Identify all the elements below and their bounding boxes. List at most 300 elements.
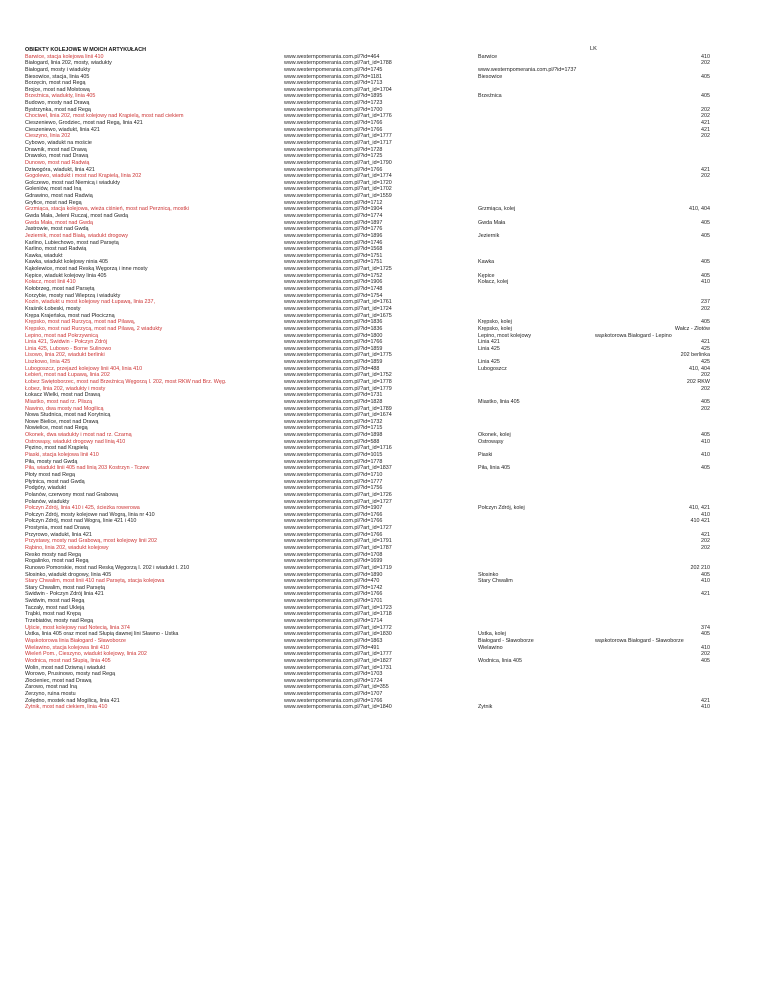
article-url-cell[interactable]: www.westernpomerania.com.pl/?id=1731 [284,392,383,399]
object-name-cell: Łobez Świętoborzec, most nad Brzeźnicą Węgorzą I. 202, most RKW nad Brz. Węg. [25,379,227,385]
object-name-cell: Trąbki, most nad Krępą [25,611,81,618]
table-row [0,359,768,366]
table-row [0,266,768,273]
table-row [0,625,768,632]
table-row [0,445,768,452]
article-url-cell[interactable]: www.westernpomerania.com.pl/?art_id=1720 [284,179,392,186]
object-name-cell: Nowielice, most nad Regą [25,425,88,432]
table-row [0,60,768,67]
table-row [0,273,768,280]
object-name-cell: Ustka, linia 405 oraz most nad Słupią dawnej lini Sławno - Ustka [25,631,179,638]
place-cell: Ostrowąsy [478,438,504,445]
table-row [0,485,768,492]
line-number-cell: 202 [701,133,710,140]
place-cell: Brzeźnica [478,93,502,100]
table-row [0,691,768,698]
article-url-cell[interactable]: www.westernpomerania.com.pl/?art_id=1726 [284,491,392,498]
place-cell: Słosinko [478,571,499,578]
article-url-cell[interactable]: www.westernpomerania.com.pl/?id=1700 [284,106,383,113]
object-name-cell: Brzeźnica, wiadukty, linia 405 [25,93,96,100]
article-url-cell[interactable]: www.westernpomerania.com.pl/?id=1752 [284,272,383,279]
object-name-cell: Wielawino, stacja kolejowa linii 410 [25,644,109,651]
line-number-cell: 405 [701,631,710,638]
place-cell: Połczyn Zdrój, kolej [478,505,525,512]
object-name-cell: Bystrzynka, most nad Regą [25,106,91,113]
object-name-cell: Łebień, most nad Łupawą, linia 202 [25,372,110,379]
line-number-cell: 410 421 [690,518,710,525]
table-row [0,213,768,220]
article-url-cell[interactable]: www.westernpomerania.com.pl/?art_id=1778 [284,379,392,385]
article-url-cell[interactable]: www.westernpomerania.com.pl/?id=1712 [284,199,383,206]
extra-note-cell: wąskotorowa Białogard - Sławoborze [595,637,684,644]
object-name-cell: Żytnik, most nad ciekiem, linia 410 [25,704,108,711]
table-row [0,572,768,579]
object-name-cell: Kraśnik Łobeski, mosty [25,305,81,312]
line-number-cell: 410 [701,578,710,585]
table-row [0,684,768,691]
article-url-cell[interactable]: www.westernpomerania.com.pl/?id=1766 [284,531,383,538]
object-name-cell: Lepino, most nad Pokrzywnicą [25,332,99,339]
line-number-cell: 405 [701,73,710,80]
table-row [0,406,768,413]
article-url-cell[interactable]: www.westernpomerania.com.pl/?art_id=1840 [284,704,392,711]
object-name-cell: Piła, wiadukt linii 405 nad linią 203 Kostrzyn - Tczew [25,465,150,472]
article-url-cell[interactable]: www.westernpomerania.com.pl/?id=1746 [284,239,383,246]
article-url-cell[interactable]: www.westernpomerania.com.pl/?id=1766 [284,518,383,525]
article-url-cell[interactable]: www.westernpomerania.com.pl/?id=1766 [284,511,383,518]
article-url-cell[interactable]: www.westernpomerania.com.pl/?id=1703 [284,671,383,678]
object-name-cell: Płoty most nad Regą [25,471,76,478]
place-cell: Grzmiąca, kolej [478,206,516,213]
article-url-cell[interactable]: www.westernpomerania.com.pl/?art_id=1761 [284,299,392,306]
article-url-cell[interactable]: www.westernpomerania.com.pl/?id=1725 [284,153,383,160]
object-name-cell: Grzmiąca, stacja kolejowa, wieża ciśnień, most nad Perznicą, mostki [25,206,189,213]
object-name-cell: Słosinko, wiadukt drogowy, linia 405 [25,571,112,578]
article-url-cell[interactable]: www.westernpomerania.com.pl/?id=1859 [284,345,383,352]
object-name-cell: Białogard, mosty i wiadukty [25,66,91,73]
object-name-cell: Brojce, most nad Mołstową [25,86,90,93]
article-url-cell[interactable]: www.westernpomerania.com.pl/?id=1863 [284,637,383,644]
article-url-cell[interactable]: www.westernpomerania.com.pl/?art_id=1789 [284,405,392,412]
line-number-cell: 405 [701,432,710,439]
object-name-cell: Kawka, wiadukt kolejowy ninia 405 [25,259,109,266]
table-row [0,425,768,432]
table-row [0,240,768,247]
object-name-cell: Budowo, mosty nad Drawą [25,100,90,107]
line-number-cell: 405 [701,259,710,266]
object-name-cell: Taczały, most nad Ukleją [25,604,85,611]
table-row [0,233,768,240]
object-name-cell: Chociwel, linia 202, most kolejowy nad Krąpielą, most nad ciekiem [25,113,184,120]
table-row [0,651,768,658]
line-number-cell: 421 [701,531,710,538]
table-row [0,333,768,340]
line-number-cell: 405 [701,272,710,279]
line-number-cell: 202 210 [690,564,710,571]
object-name-cell: Ostrowąsy, wiadukt drogowy nad linią 410 [25,438,126,445]
object-name-cell: Gogolewo, wiadukt i most nad Krąpielą, linia 202 [25,173,142,180]
article-url-cell[interactable]: www.westernpomerania.com.pl/?id=1715 [284,425,383,432]
line-number-cell: 202 [701,60,710,67]
table-row [0,658,768,665]
place-cell: Linia 425 [478,345,500,352]
article-url-cell[interactable]: www.westernpomerania.com.pl/?id=1181 [284,73,383,80]
article-url-cell[interactable]: www.westernpomerania.com.pl/?id=1766 [284,697,383,704]
table-row [0,698,768,705]
article-url-cell[interactable]: www.westernpomerania.com.pl/?id=1714 [284,618,383,625]
table-row [0,525,768,532]
article-url-cell[interactable]: www.westernpomerania.com.pl/?id=1756 [284,485,383,492]
line-number-cell: 202 [701,173,710,180]
place-cell: Piaski [478,452,493,459]
object-name-cell: Stary Chwalim, most nad Parsętą [25,584,105,591]
article-url-cell[interactable]: www.westernpomerania.com.pl/?art_id=1724 [284,305,392,312]
object-name-cell: Linia 425, Lubowo - Borne Sulinowo [25,345,112,352]
line-number-cell: 410 [701,644,710,651]
article-url-cell[interactable]: www.westernpomerania.com.pl/?id=1707 [284,691,383,698]
object-name-cell: Drawnik, most nad Drawą [25,146,87,153]
table-row [0,678,768,685]
object-name-cell: Łobez, linia 202, wiadukty i mosty [25,385,106,392]
article-url-cell[interactable]: www.westernpomerania.com.pl/?id=1745 [284,66,383,73]
table-row [0,538,768,545]
article-url-cell[interactable]: www.westernpomerania.com.pl/?id=1748 [284,286,383,293]
object-name-cell: Pęzino, most nad Krąpielą [25,445,88,452]
article-url-cell[interactable]: www.westernpomerania.com.pl/?art_id=1827 [284,657,392,664]
line-number-cell: 405 [701,319,710,326]
object-name-cell: Kępice, wiadukt kolejowy linia 405 [25,272,107,279]
object-name-cell: Liszkowo, linia 425 [25,359,71,366]
table-row [0,253,768,260]
line-number-cell: 421 [701,339,710,346]
article-url-cell[interactable]: www.westernpomerania.com.pl/?id=1713 [284,80,383,87]
object-name-cell: Nawino, dwa mosty nad Mogilicą [25,405,104,412]
article-url-cell[interactable]: www.westernpomerania.com.pl/?id=1906 [284,279,383,286]
table-row [0,565,768,572]
object-name-cell: Biesowice, stacja, linia 405 [25,73,90,80]
table-row [0,459,768,466]
article-url-cell[interactable]: www.westernpomerania.com.pl/?art_id=1787 [284,545,392,551]
place-cell: www.westernpomerania.com.pl/?id=1737 [478,66,577,73]
line-number-cell: 202 [701,538,710,545]
object-name-cell: Gryfice, most nad Regą [25,199,82,206]
line-number-cell: 237 [701,299,710,306]
object-name-cell: Żerzyno, ruina mostu [25,691,76,698]
article-url-cell[interactable]: www.westernpomerania.com.pl/?id=1723 [284,100,383,107]
line-number-cell: 405 [701,398,710,405]
table-row [0,54,768,61]
line-number-cell: 374 [701,624,710,631]
table-row [0,140,768,147]
place-cell: Kawka [478,259,495,266]
object-name-cell: Piła, mosty nad Gwdą [25,458,78,465]
place-cell: Lubogoszcz [478,365,507,372]
table-row [0,180,768,187]
table-row [0,74,768,81]
article-url-cell[interactable]: www.westernpomerania.com.pl/?id=1701 [284,598,383,605]
article-url-cell[interactable]: www.westernpomerania.com.pl/?art_id=1717 [284,139,392,146]
object-name-cell: Cieszeniewo, Grodziec, most nad Regą, linia 421 [25,120,143,127]
object-name-cell: Jastrowie, most nad Gwdą [25,226,89,233]
line-number-cell: 410, 421 [689,505,710,512]
line-number-cell: 202 [701,113,710,120]
article-url-cell[interactable]: www.westernpomerania.com.pl/?art_id=1727 [284,498,392,505]
table-row [0,605,768,612]
table-row [0,598,768,605]
table-row [0,591,768,598]
place-cell: Lepino, most kolejowy [478,332,532,339]
article-url-cell[interactable]: www.westernpomerania.com.pl/?art_id=1777 [284,133,392,140]
line-number-cell: 421 [701,166,710,173]
table-row [0,87,768,94]
object-name-cell: Lubogoszcz, przejazd kolejowy linii 404, linia 410 [25,365,143,372]
table-title-row [0,47,768,54]
article-url-cell[interactable]: www.westernpomerania.com.pl/?art_id=1830 [284,631,392,638]
object-name-cell: Kołobrzeg, most nad Parsętą [25,286,95,293]
table-row [0,93,768,100]
article-url-cell[interactable]: www.westernpomerania.com.pl/?id=1568 [284,246,383,253]
article-url-cell[interactable]: www.westernpomerania.com.pl/?id=1766 [284,126,383,133]
place-cell: Piła, linia 405 [478,465,511,472]
table-row [0,399,768,406]
article-url-cell[interactable]: www.westernpomerania.com.pl/?art_id=1774 [284,173,392,180]
table-row [0,585,768,592]
article-url-cell[interactable]: www.westernpomerania.com.pl/?art_id=1790 [284,159,392,166]
article-url-cell[interactable]: www.westernpomerania.com.pl/?art_id=1704 [284,86,392,93]
article-url-cell[interactable]: www.westernpomerania.com.pl/?id=1015 [284,452,383,459]
line-number-cell: 410 [701,704,710,711]
table-row [0,259,768,266]
article-url-cell[interactable]: www.westernpomerania.com.pl/?id=1724 [284,677,383,684]
object-name-cell: Drawsko, most nad Drawą [25,153,89,160]
table-row [0,153,768,160]
table-row [0,246,768,253]
article-url-cell[interactable]: www.westernpomerania.com.pl/?id=1836 [284,319,383,326]
place-cell: Krępsko, kolej [478,325,512,332]
table-row [0,67,768,74]
place-cell: Kępice [478,272,495,279]
line-number-cell: 405 [701,465,710,472]
article-url-cell[interactable]: www.westernpomerania.com.pl/?id=588 [284,438,380,445]
article-url-cell[interactable]: www.westernpomerania.com.pl/?art_id=1731 [284,664,392,671]
object-name-cell: Wolin, most nad Dziwną i wiadukt [25,664,106,671]
line-number-cell: 410 [701,53,710,60]
object-name-cell: Kozin, wiadukt u most kolejowy nad Łupawą, linia 237, [25,299,156,306]
table-row [0,100,768,107]
table-row [0,518,768,525]
article-url-cell[interactable]: www.westernpomerania.com.pl/?art_id=1788 [284,60,392,67]
place-cell: Miastko, linia 405 [478,398,520,405]
table-row [0,200,768,207]
object-name-cell: Połczyn Zdrój, linia 410 i 425, ścieżka rowerowa [25,505,140,512]
table-row [0,120,768,127]
table-row [0,173,768,180]
table-row [0,558,768,565]
article-url-cell[interactable]: www.westernpomerania.com.pl/?art_id=1725 [284,266,392,273]
place-cell: Gwda Mała [478,219,506,226]
place-cell: Wielawino [478,644,503,651]
article-url-cell[interactable]: www.westernpomerania.com.pl/?id=1800 [284,332,383,339]
table-row [0,379,768,386]
table-row [0,313,768,320]
line-number-cell: 410, 404 [689,206,710,213]
table-row [0,286,768,293]
line-number-cell: 421 [701,697,710,704]
article-url-cell[interactable]: www.westernpomerania.com.pl/?id=1828 [284,398,383,405]
line-number-cell: 425 [701,359,710,366]
object-name-cell: Trzebiatów, mosty nad Regą [25,618,94,625]
article-url-cell[interactable]: www.westernpomerania.com.pl/?id=1766 [284,339,383,346]
article-url-cell[interactable]: www.westernpomerania.com.pl/?art_id=1837 [284,465,392,472]
lk-column-header: LK [590,46,597,52]
object-name-cell: Kąkolewice, most nad Reską Węgorzą i inne mosty [25,266,148,273]
article-url-cell[interactable]: www.westernpomerania.com.pl/?id=1898 [284,432,383,439]
article-url-cell[interactable]: www.westernpomerania.com.pl/?id=1778 [284,458,383,465]
article-url-cell[interactable]: www.westernpomerania.com.pl/?art_id=1727 [284,525,392,532]
table-row [0,366,768,373]
line-number-cell: 425 [701,345,710,352]
article-url-cell[interactable]: www.westernpomerania.com.pl/?id=1836 [284,325,383,332]
table-row [0,618,768,625]
table-row [0,167,768,174]
table-row [0,226,768,233]
object-name-cell: Piaski, stacja kolejowa linii 410 [25,452,99,459]
article-url-cell[interactable]: www.westernpomerania.com.pl/?id=1897 [284,219,383,226]
object-name-cell: Gdrawino, most nad Radwią [25,193,93,200]
article-url-cell[interactable]: www.westernpomerania.com.pl/?id=1751 [284,252,383,259]
article-url-cell[interactable]: www.westernpomerania.com.pl/?id=1766 [284,591,383,598]
table-row [0,147,768,154]
table-row [0,578,768,585]
line-number-cell: 202 [701,106,710,113]
article-url-cell[interactable]: www.westernpomerania.com.pl/?id=1710 [284,471,383,478]
article-url-cell[interactable]: www.westernpomerania.com.pl/?id=1907 [284,505,383,512]
table-row [0,392,768,399]
table-row [0,193,768,200]
article-url-cell[interactable]: www.westernpomerania.com.pl/?id=1742 [284,584,383,591]
table-row [0,339,768,346]
article-url-cell[interactable]: www.westernpomerania.com.pl/?id=1754 [284,292,383,299]
line-number-cell: 202 [701,651,710,658]
object-name-cell: Żarowo, most nad Iną [25,684,78,691]
article-url-cell[interactable]: www.westernpomerania.com.pl/?id=1896 [284,232,383,239]
table-row [0,631,768,638]
object-name-cell: OBIEKTY KOLEJOWE W MOICH ARTYKUŁACH [25,47,146,53]
article-url-cell[interactable]: www.westernpomerania.com.pl/?id=1751 [284,259,383,266]
article-url-cell[interactable]: www.westernpomerania.com.pl/?id=1777 [284,478,383,485]
table-row [0,638,768,645]
place-cell: Ustka, kolej [478,631,506,638]
line-number-cell: 202 [701,545,710,551]
table-row [0,452,768,459]
article-url-cell[interactable]: www.westernpomerania.com.pl/?id=1859 [284,359,383,366]
object-name-cell: Połczyn Zdrój, mosty kolejowe nad Wogrą, linia nr 410 [25,511,155,518]
article-url-cell[interactable]: www.westernpomerania.com.pl/?art_id=1775 [284,352,392,359]
article-url-cell[interactable]: www.westernpomerania.com.pl/?id=1699 [284,558,383,565]
object-name-cell: Prostynia, most nad Drawą [25,525,90,532]
table-row [0,127,768,134]
table-row [0,479,768,486]
article-url-cell[interactable]: www.westernpomerania.com.pl/?id=1895 [284,93,383,100]
article-url-cell[interactable]: www.westernpomerania.com.pl/?art_id=1559 [284,193,392,200]
object-name-cell: Krępsko, most nad Rurzycą, most nad Pilawą, 2 wiadukty [25,325,163,332]
article-url-cell[interactable]: www.westernpomerania.com.pl/?art_id=1752 [284,372,392,379]
article-url-cell[interactable]: www.westernpomerania.com.pl/?art_id=355 [284,684,389,691]
object-name-cell: Runowo Pomorskie, most nad Reską Węgorzą I. 202 i wiadukt I. 210 [25,564,190,571]
object-name-cell: Nowa Studnica, most nad Korytnicą [25,412,111,419]
article-url-cell[interactable]: www.westernpomerania.com.pl/?art_id=1716 [284,445,392,452]
article-url-cell[interactable]: www.westernpomerania.com.pl/?id=464 [284,53,380,60]
object-name-cell: Rogalinko, most nad Regą [25,558,89,565]
object-name-cell: Wąskotorowa linia Białogard - Sławoborze [25,637,126,644]
article-url-cell[interactable]: www.westernpomerania.com.pl/?id=1776 [284,226,383,233]
table-row [0,499,768,506]
table-row [0,113,768,120]
object-name-cell: Kołacz, most linii 410 [25,279,76,286]
line-number-cell: 405 [701,571,710,578]
object-name-cell: Wieleń Pom., Cieszyno, wiadukt kolejowy, linia 202 [25,651,147,658]
article-url-cell[interactable]: www.westernpomerania.com.pl/?id=488 [284,365,380,372]
article-url-cell[interactable]: www.westernpomerania.com.pl/?id=1732 [284,418,383,425]
article-url-cell[interactable]: www.westernpomerania.com.pl/?art_id=1674 [284,412,392,419]
article-url-cell[interactable]: www.westernpomerania.com.pl/?id=1766 [284,120,383,127]
place-cell: Żytnik [478,704,493,711]
object-name-cell: Żołędno, mostek nad Mogilicą, linia 421 [25,697,120,704]
table-row [0,465,768,472]
table-row [0,492,768,499]
object-name-cell: Lisowo, linia 202, wiadukt berlinki [25,352,105,359]
line-number-cell: 405 [701,93,710,100]
article-url-cell[interactable]: www.westernpomerania.com.pl/?art_id=1702 [284,186,392,193]
place-cell: Okonek, kolej [478,432,511,439]
table-row [0,279,768,286]
article-url-cell[interactable]: www.westernpomerania.com.pl/?art_id=1675 [284,312,392,319]
article-url-cell[interactable]: www.westernpomerania.com.pl/?art_id=1718 [284,611,392,618]
article-url-cell[interactable]: www.westernpomerania.com.pl/?id=1728 [284,146,383,153]
object-name-cell: Połczyn Zdrój, most nad Wogrą, linie 421 i 410 [25,518,137,525]
article-url-cell[interactable]: www.westernpomerania.com.pl/?art_id=1723 [284,604,392,611]
table-row [0,645,768,652]
article-url-cell[interactable]: www.westernpomerania.com.pl/?id=1708 [284,551,383,558]
article-url-cell[interactable]: www.westernpomerania.com.pl/?art_id=1779 [284,385,392,392]
article-url-cell[interactable]: www.westernpomerania.com.pl/?art_id=1719 [284,564,392,571]
place-cell: Krępsko, kolej [478,319,512,326]
article-url-cell[interactable]: www.westernpomerania.com.pl/?id=470 [284,578,380,585]
article-url-cell[interactable]: www.westernpomerania.com.pl/?id=491 [284,644,380,651]
object-name-cell: Wodnica, most nad Słupią, linia 405 [25,657,111,664]
line-number-cell: Wałcz - Złotów [674,325,710,332]
object-name-cell: Świdwin, most nad Regą [25,598,85,605]
article-url-cell[interactable]: www.westernpomerania.com.pl/?id=1890 [284,571,383,578]
object-name-cell: Dziwogóra, wiadukt, linia 421 [25,166,95,173]
table-row [0,133,768,140]
object-name-cell: Okonek, dwa wiadukty i most nad rz. Czarną [25,432,132,439]
article-url-cell[interactable]: www.westernpomerania.com.pl/?art_id=1776 [284,113,392,120]
article-url-cell[interactable]: www.westernpomerania.com.pl/?art_id=1777 [284,651,392,658]
table-row [0,107,768,114]
article-url-cell[interactable]: www.westernpomerania.com.pl/?id=1904 [284,206,383,213]
article-url-cell[interactable]: www.westernpomerania.com.pl/?art_id=1772 [284,624,392,631]
line-number-cell: 202 [701,305,710,312]
table-row [0,665,768,672]
article-url-cell[interactable]: www.westernpomerania.com.pl/?id=1766 [284,166,383,173]
object-name-cell: Stary Chwalim, most linii 410 nad Parsętą, stacja kolejowa [25,578,165,585]
object-name-cell: Przyrowo, wiadukt, linia 421 [25,531,92,538]
object-name-cell: Golczewo, most nad Niemicą i wiadukty [25,179,120,186]
article-url-cell[interactable]: www.westernpomerania.com.pl/?id=1774 [284,213,383,219]
article-url-cell[interactable]: www.westernpomerania.com.pl/?art_id=1791 [284,538,392,545]
object-name-cell: Cybowo, wiadukt na moście [25,139,92,146]
